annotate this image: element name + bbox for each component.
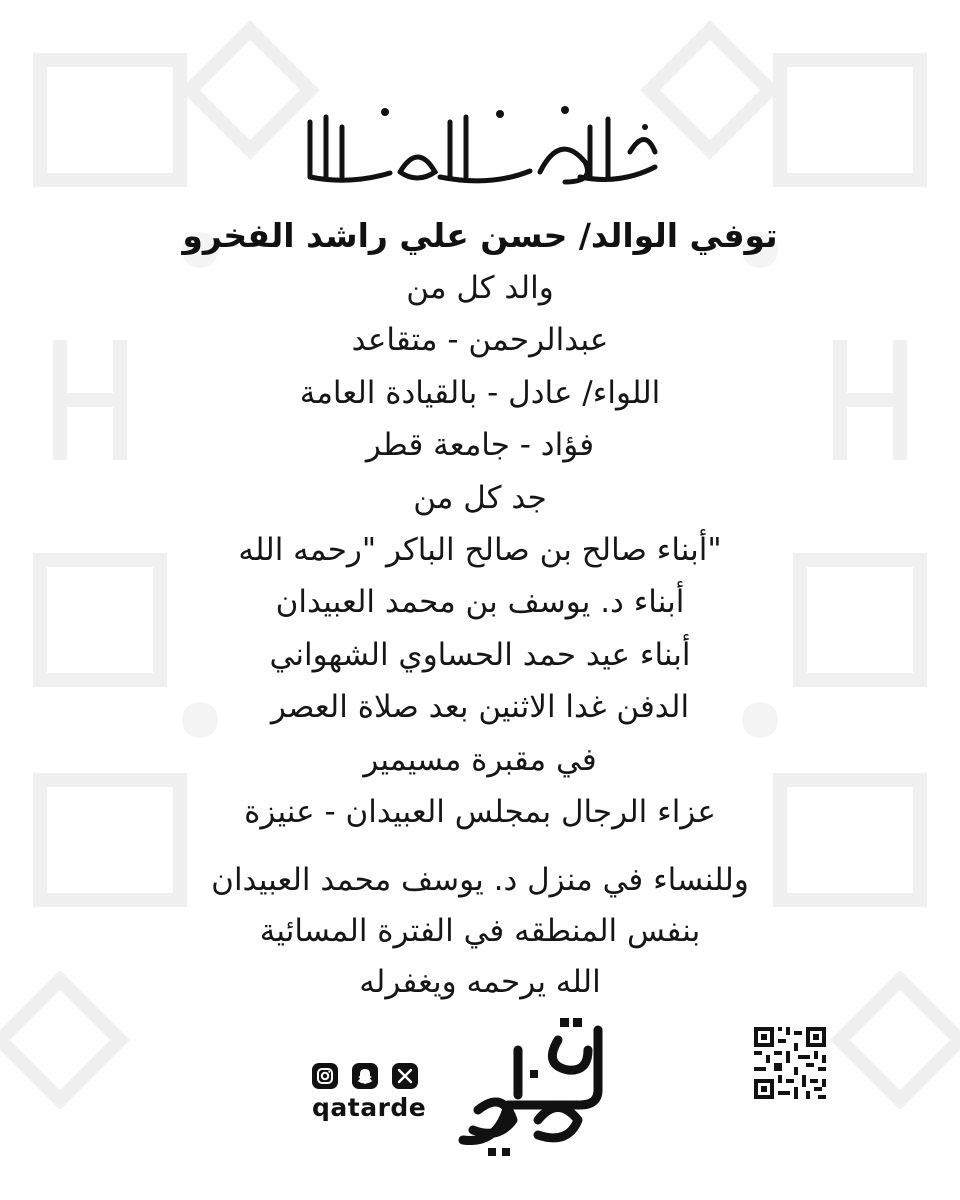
snapchat-icon[interactable]: [352, 1063, 378, 1089]
x-icon[interactable]: [392, 1063, 418, 1089]
wafiyat-qatar-logo: [448, 1010, 618, 1160]
obituary-line: اللواء/ عادل - بالقيادة العامة: [299, 374, 661, 411]
qr-code[interactable]: [752, 1025, 828, 1101]
obituary-line: "أبناء صالح بن صالح الباكر "رحمه الله: [238, 531, 722, 568]
obituary-line: وللنساء في منزل د. يوسف محمد العبيدان: [211, 862, 749, 898]
obituary-line: الدفن غدا الاثنين بعد صلاة العصر: [270, 689, 690, 726]
obituary-line: بنفس المنطقه في الفترة المسائية: [259, 913, 701, 949]
obituary-line: عبدالرحمن - متقاعد: [351, 322, 609, 359]
women-condolence-lines: [0, 855, 960, 1008]
quran-calligraphy: [290, 92, 670, 192]
obituary-lines: [0, 262, 960, 838]
obituary-line: أبناء د. يوسف بن محمد العبيدان: [275, 584, 685, 621]
obituary-line: عزاء الرجال بمجلس العبيدان - عنيزة: [244, 793, 716, 830]
obituary-line: جد كل من: [413, 479, 547, 516]
deceased-title: توفي الوالد/ حسن علي راشد الفخرو: [182, 216, 778, 255]
instagram-icon[interactable]: [312, 1063, 338, 1089]
obituary-line: أبناء عيد حمد الحساوي الشهواني: [269, 636, 691, 673]
social-handle[interactable]: qatarde: [312, 1093, 427, 1122]
obituary-line: والد كل من: [406, 270, 554, 306]
obituary-line: الله يرحمه ويغفرله: [359, 964, 601, 1000]
obituary-line: في مقبرة مسيمير: [363, 741, 597, 778]
social-block: [312, 1063, 442, 1133]
obituary-line: فؤاد - جامعة قطر: [365, 427, 595, 464]
